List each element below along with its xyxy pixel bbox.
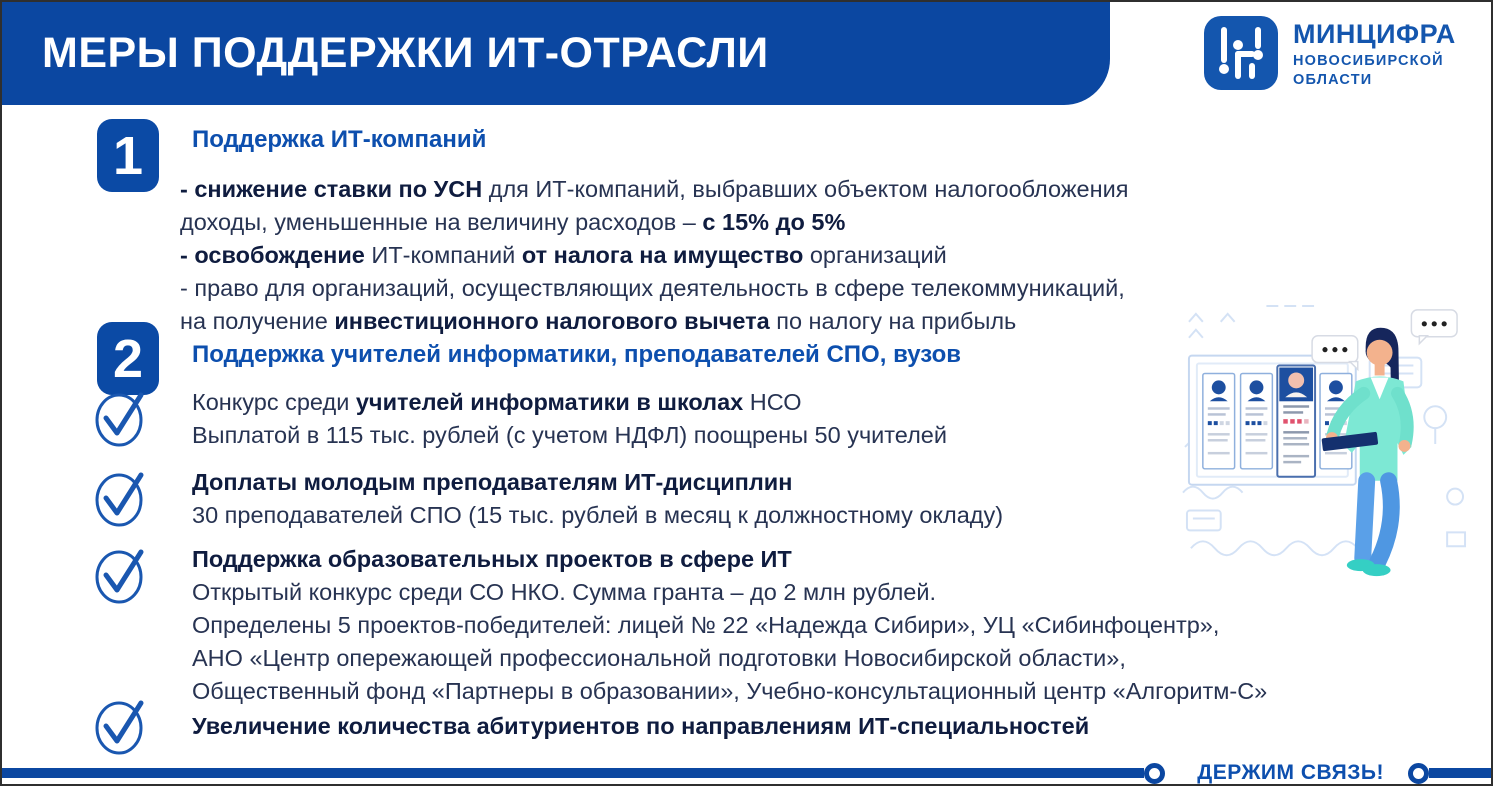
bullet-edu-projects (94, 543, 1267, 708)
text-line: Доплаты молодым преподавателям ИТ-дисциплин (192, 469, 793, 495)
ministry-logo (1204, 16, 1456, 90)
footer (2, 759, 1491, 786)
logo-title: МИНЦИФРА (1293, 18, 1456, 49)
text-line: 30 преподавателей СПО (15 тыс. рублей в месяц к должностному окладу) (192, 502, 1004, 528)
text-line: Определены 5 проектов-победителей: лицей № 22 «Надежда Сибири», УЦ «Сибинфоцентр», (192, 612, 1220, 638)
text-line: - право для организаций, осуществляющих деятельность в сфере телекоммуникаций, (180, 275, 1125, 301)
bullet-text (192, 543, 1267, 708)
text-line: Поддержка образовательных проектов в сфере ИТ (192, 546, 792, 572)
text-line: - снижение ставки по УСН для ИТ-компаний, выбравших объектом налогообложения (180, 176, 1129, 202)
text-line: на получение инвестиционного налогового вычета по налогу на прибыль (180, 308, 1017, 334)
text-line: - освобождение ИТ-компаний от налога на имущество организаций (180, 242, 947, 268)
page-title: МЕРЫ ПОДДЕРЖКИ ИТ-ОТРАСЛИ (42, 29, 769, 77)
connector-node-icon (1408, 763, 1429, 784)
check-circle-icon (94, 466, 152, 533)
check-circle-icon (94, 694, 152, 761)
circuit-board-icon (1204, 16, 1278, 90)
text-line: Выплатой в 115 тыс. рублей (с учетом НДФЛ) поощрены 50 учителей (192, 422, 948, 448)
ellipsis-speech-bubble (1411, 310, 1457, 344)
section-2-number: 2 (112, 328, 144, 389)
logo-subtitle-1: НОВОСИБИРСКОЙ (1293, 52, 1444, 69)
text-line: Общественный фонд «Партнеры в образовании», Учебно-консультационный центр «Алгоритм-С» (192, 678, 1268, 704)
footer-slogan: ДЕРЖИМ СВЯЗЬ! (1197, 761, 1384, 784)
bullet-text (192, 386, 947, 452)
section-1-text (180, 173, 1128, 338)
footer-bar-left (2, 768, 1144, 778)
logo-subtitle-2: ОБЛАСТИ (1293, 71, 1373, 88)
footer-bar-right (1429, 768, 1491, 778)
bullet-young-lecturers (94, 466, 1003, 533)
bullet-applicants-growth (94, 694, 1089, 761)
check-circle-icon (94, 543, 152, 610)
text-line: АНО «Центр опережающей профессиональной подготовки Новосибирской области», (192, 645, 1126, 671)
text-line: Увеличение количества абитуриентов по направлениям ИТ-специальностей (192, 713, 1090, 739)
section-1-number-badge (97, 119, 159, 192)
bullet-text (192, 694, 1089, 743)
check-circle-icon (94, 386, 152, 453)
section-1-number: 1 (112, 125, 144, 186)
text-line: Конкурс среди учителей информатики в школах НСО (192, 389, 802, 415)
text-line: Открытый конкурс среди СО НКО. Сумма гранта – до 2 млн рублей. (192, 579, 937, 605)
text-line: доходы, уменьшенные на величину расходов – с 15% до 5% (180, 209, 846, 235)
bullet-teachers-contest (94, 386, 947, 453)
logo-text (1293, 19, 1456, 88)
section-1-heading: Поддержка ИТ-компаний (192, 126, 487, 153)
connector-node-icon (1144, 763, 1165, 784)
woman-with-laptop-illustration (1174, 298, 1474, 586)
header-bar (2, 2, 1110, 105)
bullet-text (192, 466, 1003, 532)
section-2-number-badge (97, 322, 159, 395)
section-2-heading: Поддержка учителей информатики, преподавателей СПО, вузов (192, 341, 961, 368)
